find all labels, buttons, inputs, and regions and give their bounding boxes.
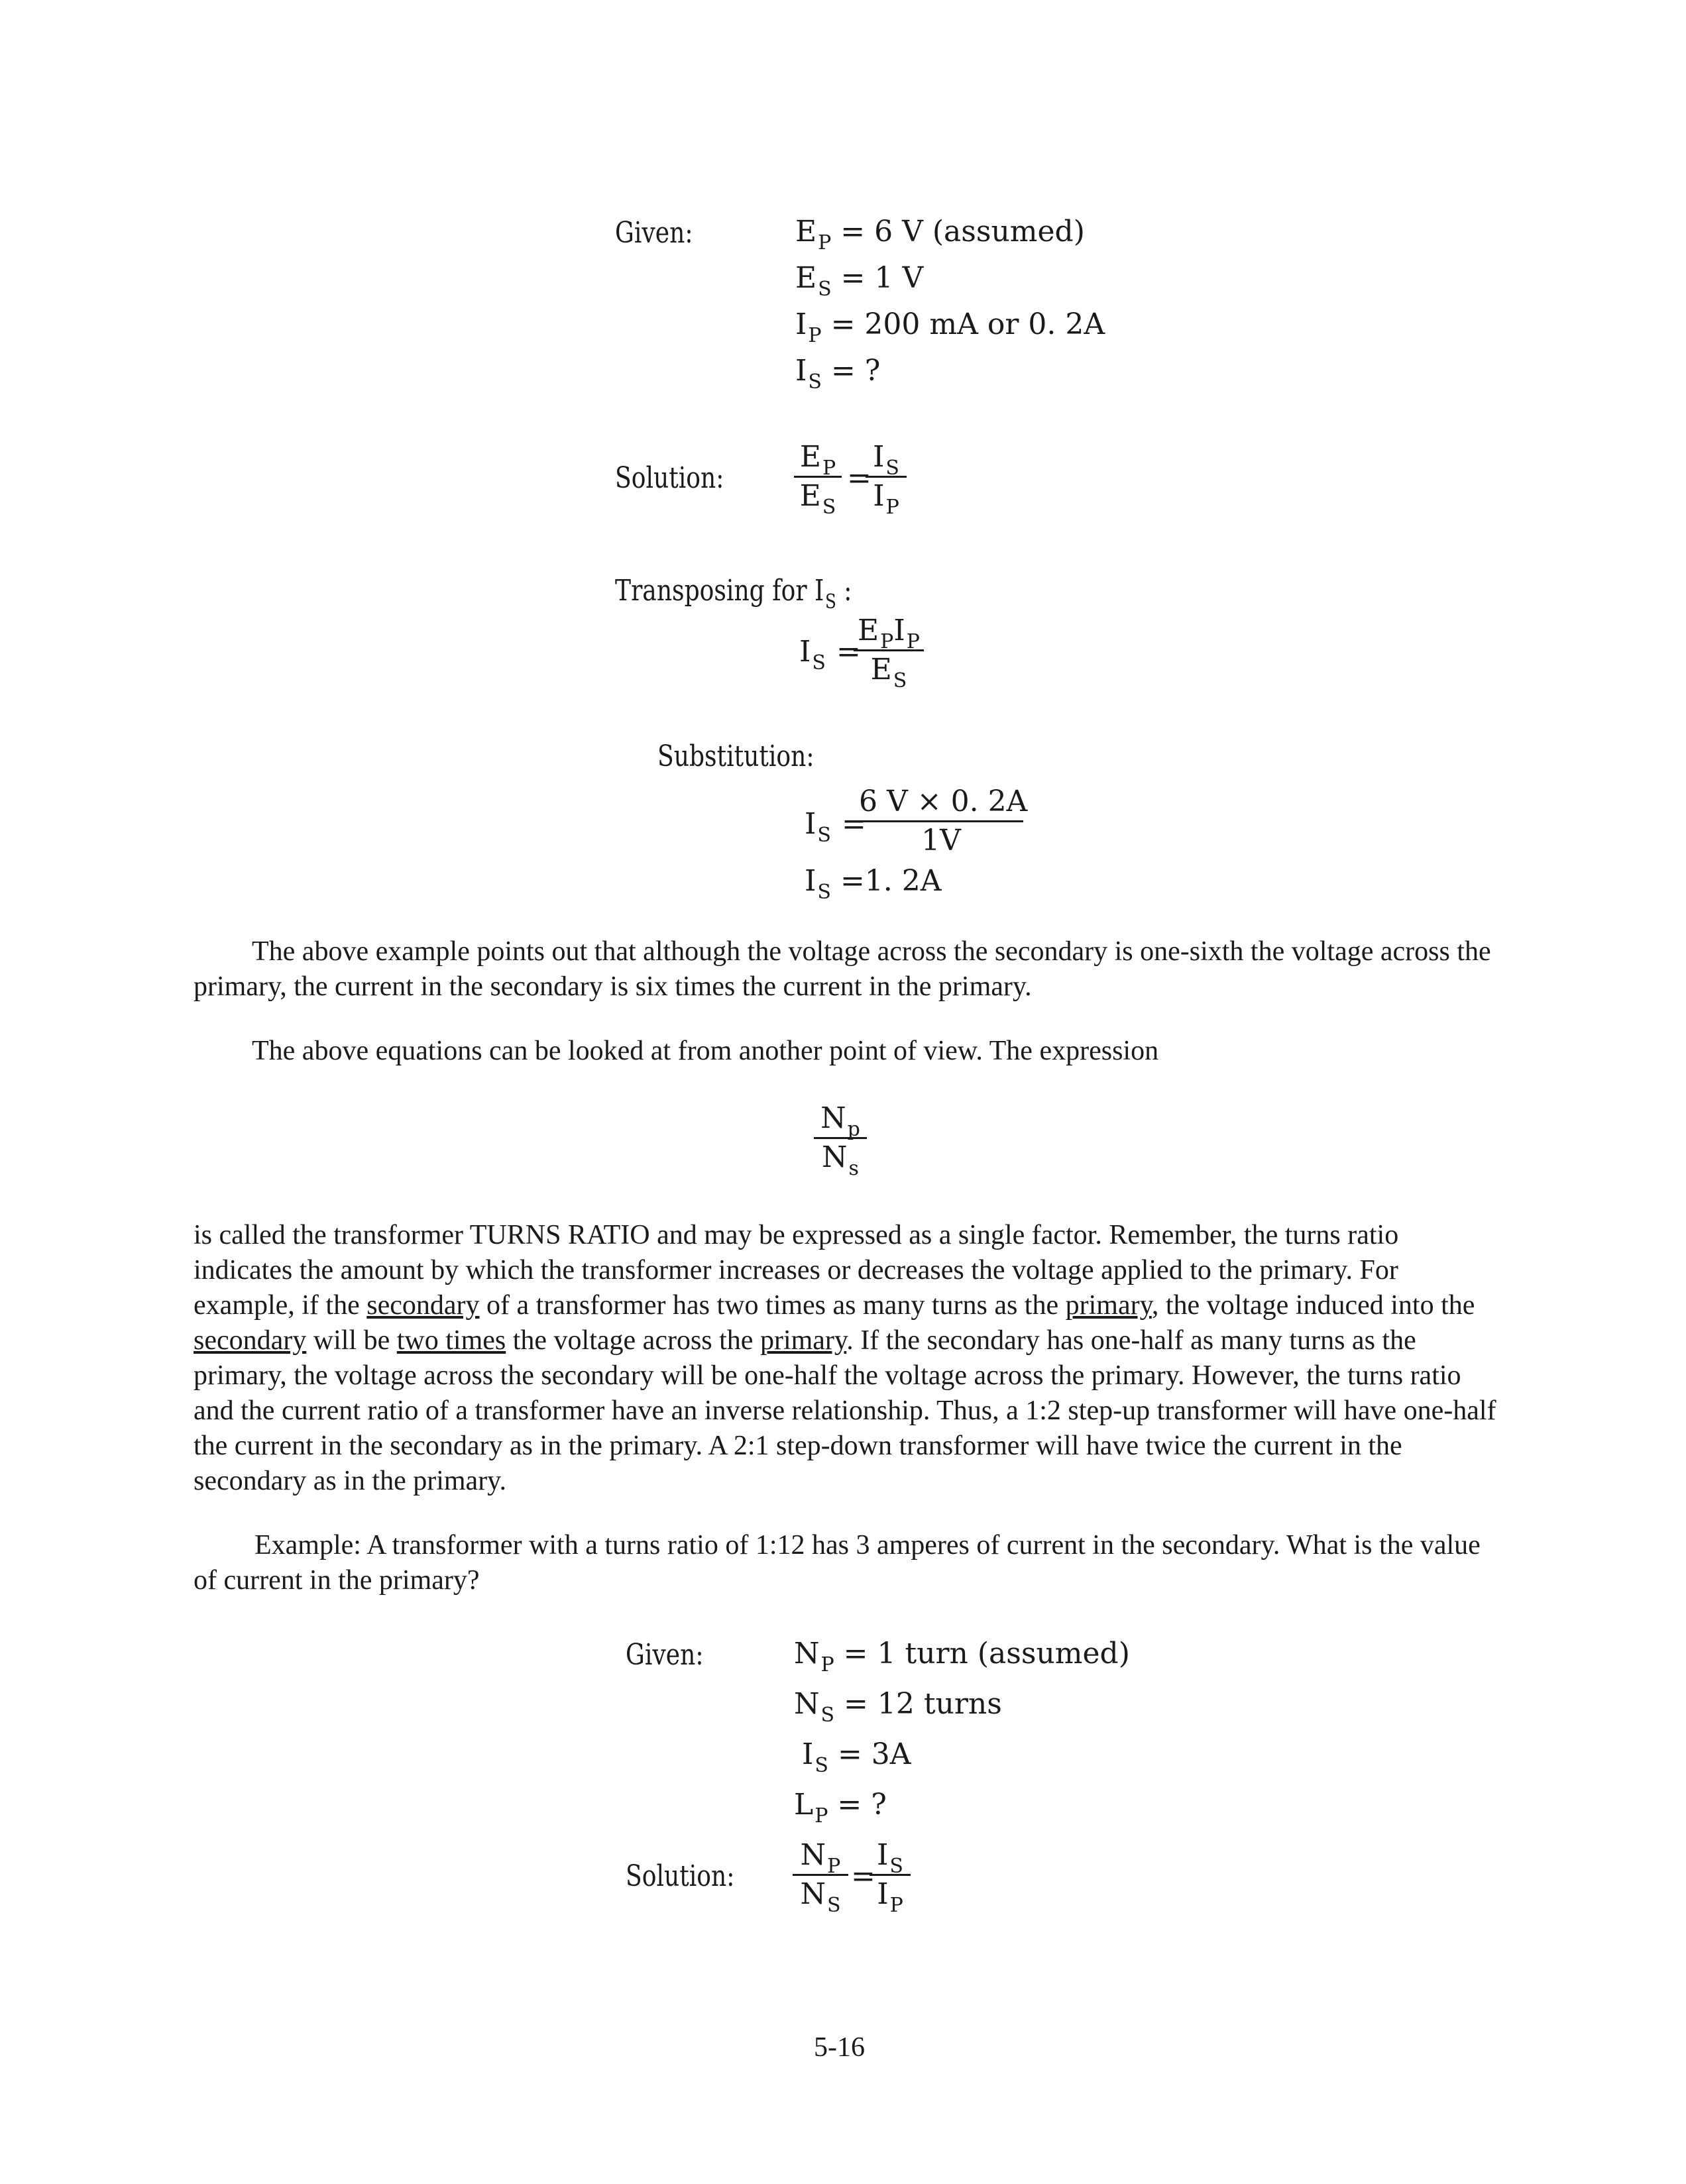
ex1-given-line: $E_P = 6$ V (assumed): [795, 215, 1085, 254]
ex2-given-line: $N_S = 12$ turns: [794, 1687, 1002, 1727]
ex1-solution-label: Solution:: [615, 461, 724, 495]
ex1-solution-equals: =: [847, 461, 871, 495]
ex1-given-label: Given:: [615, 216, 693, 250]
transposed-lhs: $I_S$: [799, 635, 826, 675]
ex2-given-line: $L_P$ = ?: [794, 1788, 887, 1828]
page-number: 5-16: [814, 2032, 865, 2063]
transposed-fraction: $E_PI_P$ $E_S$: [854, 616, 924, 684]
ex2-given-line: $N_P = 1$ turn (assumed): [794, 1637, 1130, 1676]
ex2-solution-fraction-right: $I_S$ $I_P$: [870, 1841, 911, 1909]
substitution-label: Substitution:: [657, 739, 815, 773]
ex2-solution-fraction-left: $N_P$ $N_S$: [793, 1841, 848, 1909]
transposing-label: Transposing for $I_S$ :: [615, 574, 852, 614]
ex2-solution-equals: =: [851, 1859, 875, 1893]
paragraph-expression-intro: The above equations can be looked at from another point of view. The expression: [252, 1036, 1159, 1066]
substitution-equals: =: [842, 807, 866, 841]
paragraph-turns-ratio: is called the transformer TURNS RATIO and may be expressed as a single factor. Remember, the turns ratio indicates the amount by which the transformer increases or decreases the voltage applied to the primary. For example, if the secondary of a transformer has two times as many turns as the primary, the voltage induced into the secondary will be two times the voltage across the primary. If the secondary has one-half as many turns as the primary, the voltage across the secondary will be one-half the voltage across the primary. However, the turns ratio and the current ratio of a transformer have an inverse relationship. Thus, a 1:2 step-up transformer will have one-half the current in the secondary as in the primary. A 2:1 step-down transformer will have twice the current in the secondary as in the primary.: [194, 1220, 1496, 1496]
transposed-equals: =: [836, 635, 861, 669]
turns-ratio-fraction: $N_p$ $N_s$: [814, 1104, 867, 1172]
substitution-fraction: 6 V × 0. 2A 1V: [859, 785, 1028, 857]
paragraph-example-summary: The above example points out that although the voltage across the secondary is one-sixth the voltage across the primary, the current in the secondary is six times the current in the primary.: [194, 936, 1491, 1002]
ex1-solution-fraction-right: $I_S$ $I_P$: [866, 443, 907, 511]
ex1-given-line: $I_S$ = ?: [795, 354, 881, 394]
ex2-given-label: Given:: [626, 1638, 704, 1672]
substitution-result: $I_S =1$. 2A: [805, 864, 942, 904]
ex1-solution-fraction-left: $E_P$ $E_S$: [794, 443, 842, 511]
ex2-solution-label: Solution:: [626, 1859, 735, 1893]
ex2-given-line: $I_S = 3A$: [802, 1737, 911, 1777]
paragraph-example-2: Example: A transformer with a turns ratio of 1:12 has 3 amperes of current in the secondary. What is the value of current in the primary?: [194, 1530, 1481, 1596]
ex1-given-line: $I_P = 200$ mA or 0. 2A: [795, 307, 1105, 347]
substitution-lhs: $I_S$: [805, 807, 831, 847]
ex1-given-line: $E_S = 1$ V: [795, 261, 924, 301]
